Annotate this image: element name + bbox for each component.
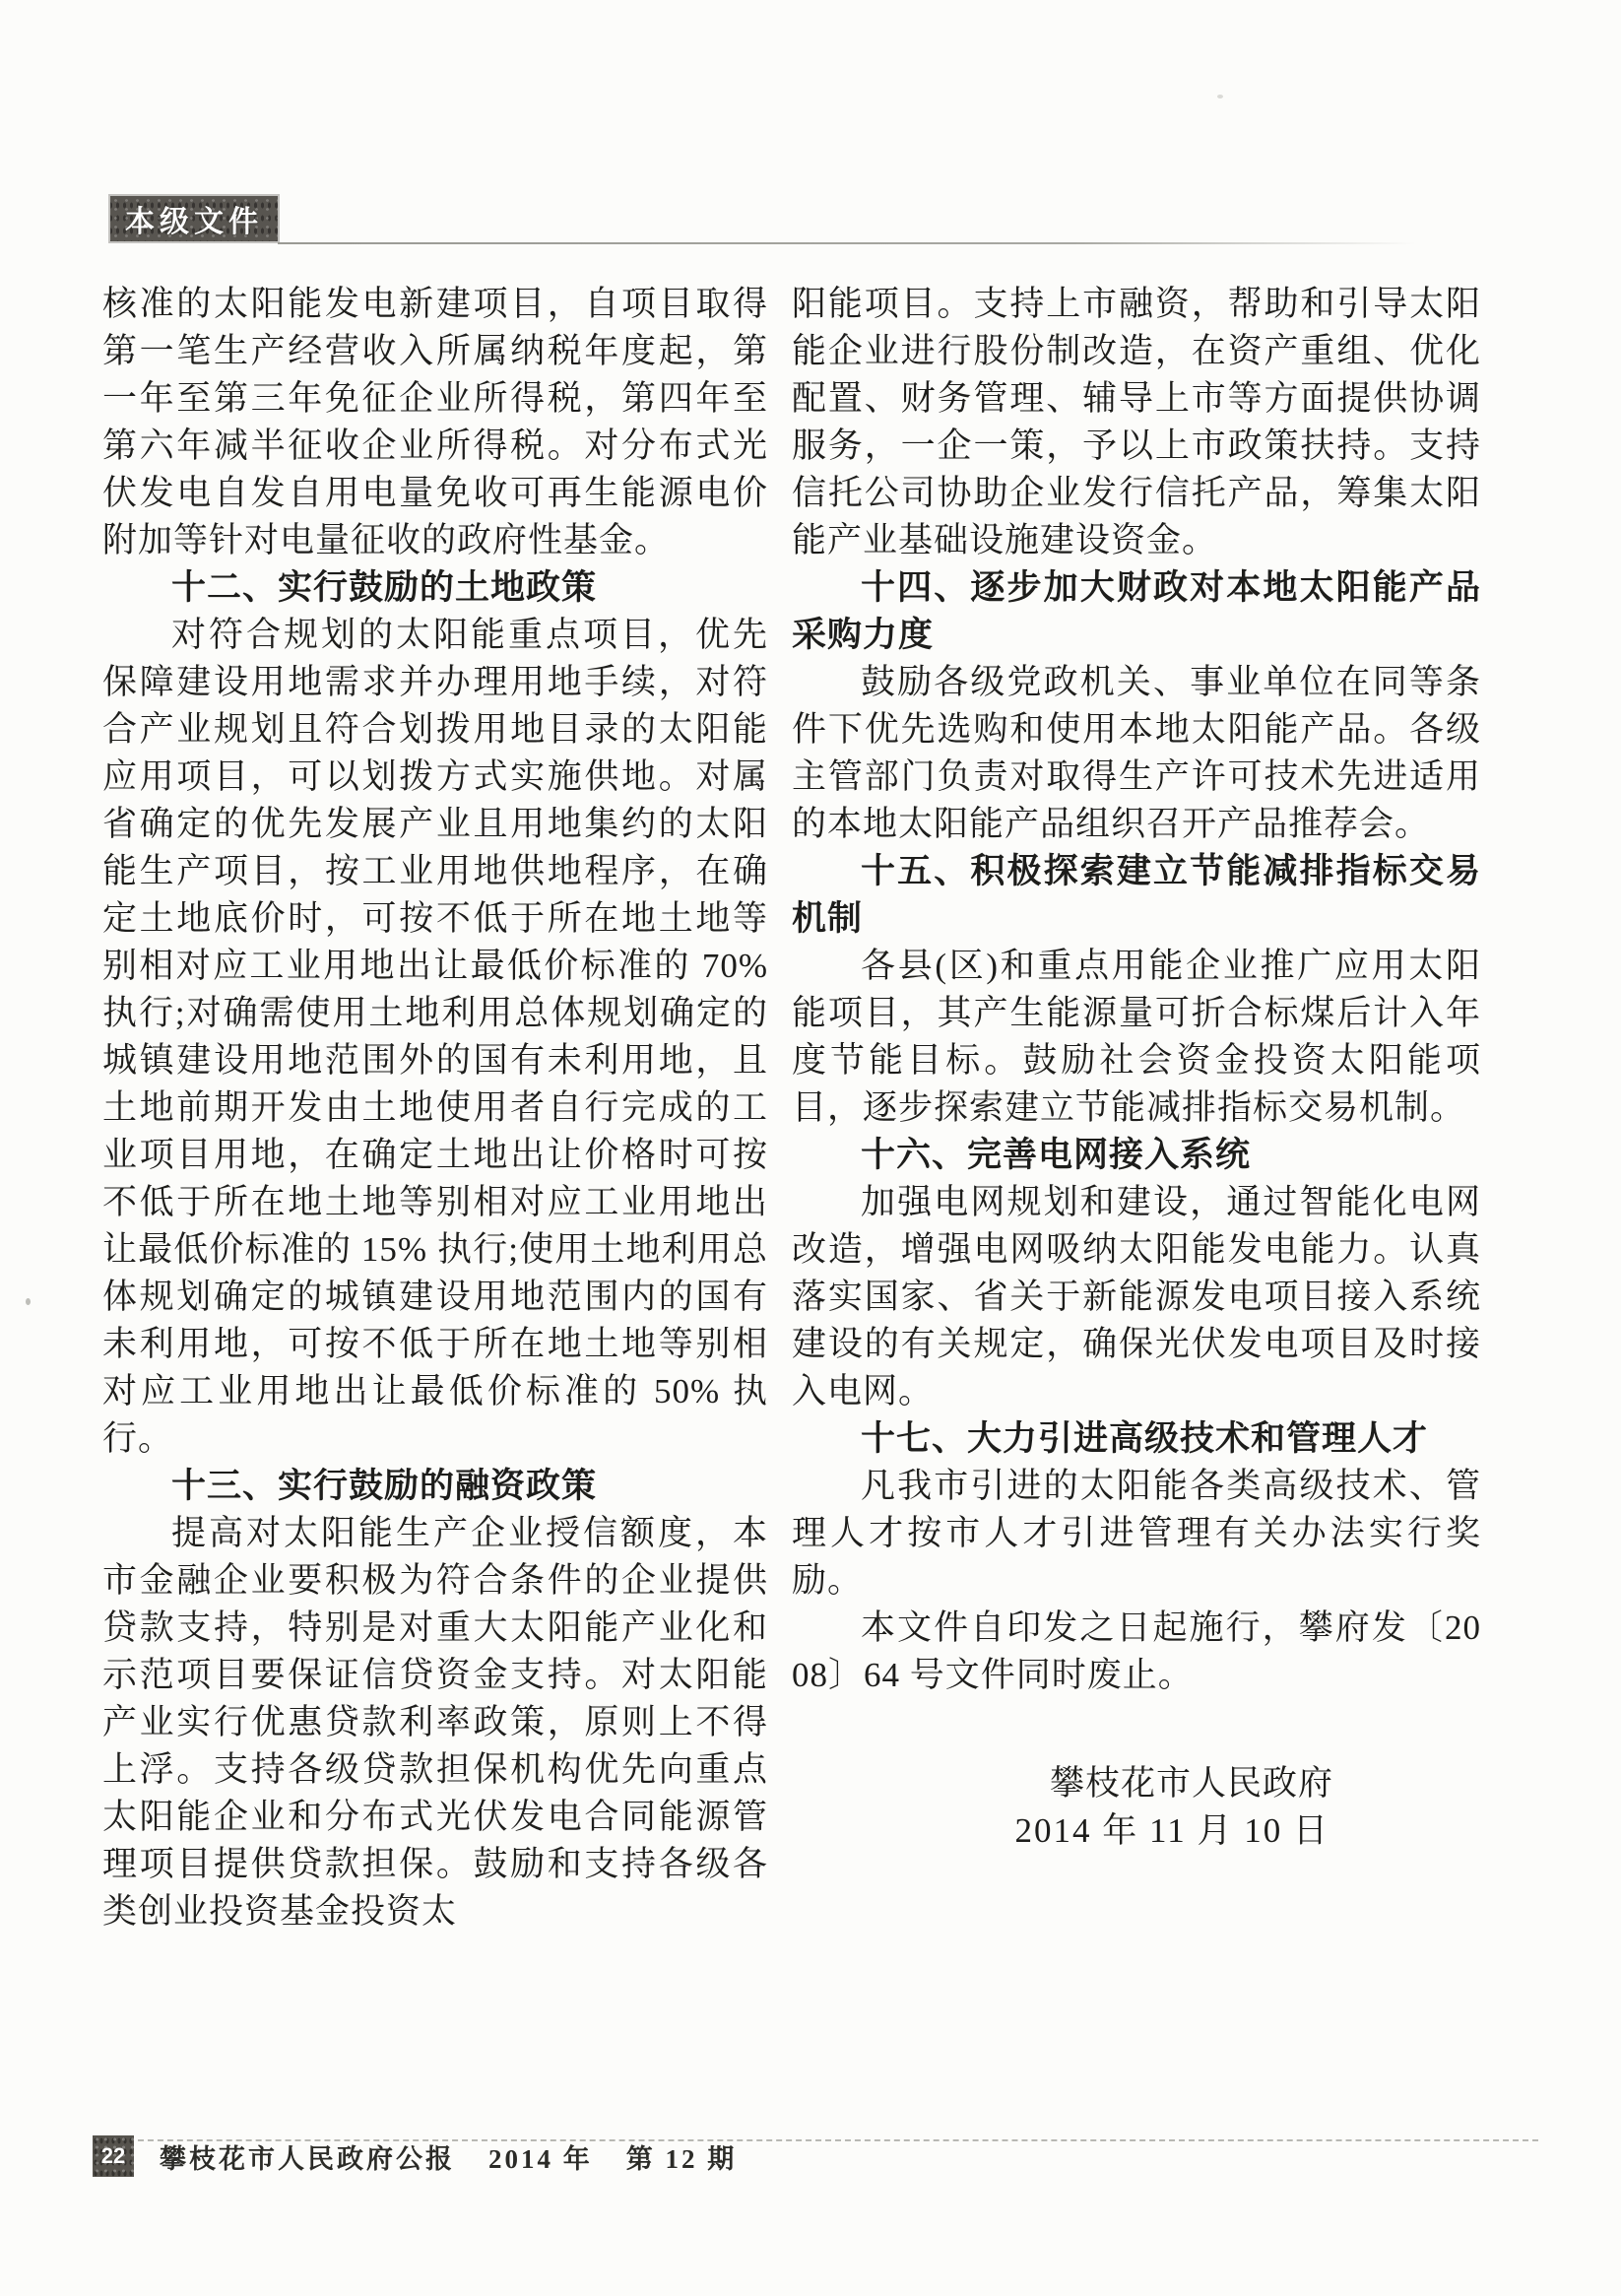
- section-heading-16: 十六、完善电网接入系统: [861, 1136, 1252, 1174]
- header-rule: [278, 242, 1416, 244]
- paragraph-continuation: 阳能项目。支持上市融资，帮助和引导太阳能企业进行股份制改造，在资产重组、优化配置、财务管理、辅导上市等方面提供协调服务，一企一策，予以上市政策扶持。支持信托公司协助企业发行信托产品，筹集太阳能产业基础设施建设资金。: [792, 285, 1481, 559]
- section-heading-14: 十四、逐步加大财政对本地太阳能产品采购力度: [792, 568, 1481, 654]
- paragraph: 提高对太阳能生产企业授信额度，本市金融企业要积极为符合条件的企业提供贷款支持，特别是对重大太阳能产业化和示范项目要保证信贷资金支持。对太阳能产业实行优惠贷款利率政策，原则上不得上浮。支持各级贷款担保机构优先向重点太阳能企业和分布式光伏发电合同能源管理项目提供贷款担保。鼓励和支持各级各类创业投资基金投资太: [102, 1514, 768, 1931]
- section-heading-12: 十二、实行鼓励的土地政策: [171, 568, 598, 607]
- section-banner: [110, 196, 278, 241]
- page-footer: [93, 2135, 737, 2177]
- signature-issuer: 攀枝花市人民政府: [1049, 1764, 1333, 1803]
- paragraph: 对符合规划的太阳能重点项目，优先保障建设用地需求并办理用地手续，对符合产业规划且符合划拨用地目录的太阳能应用项目，可以划拨方式实施供地。对属省确定的优先发展产业且用地集约的太阳能生产项目，按工业用地供地程序，在确定土地底价时，可按不低于所在地土地等别相对应工业用地出让最低价标准的 70% 执行;对确需使用土地利用总体规划确定的城镇建设用地范围外的国有未利用地，且土地前期开发由土地使用者自行完成的工业项目用地，在确定土地出让价格时可按不低于所在地土地等别相对应工业用地出让最低价标准的 15% 执行;使用土地利用总体规划确定的城镇建设用地范围内的国有未利用地，可按不低于所在地土地等别相对应工业用地出让最低价标准的 50% 执行。: [102, 616, 768, 1458]
- page-number-badge: 22: [93, 2135, 134, 2177]
- gazette-issue: 第 12 期: [625, 2143, 738, 2174]
- paragraph: 本文件自印发之日起施行，攀府发〔2008〕64 号文件同时废止。: [792, 1608, 1481, 1694]
- paragraph: 各县(区)和重点用能企业推广应用太阳能项目，其产生能源量可折合标煤后计入年度节能目标。鼓励社会资金投资太阳能项目，逐步探索建立节能减排指标交易机制。: [792, 947, 1481, 1127]
- right-column: [792, 281, 1481, 1855]
- signature-block: [792, 1760, 1481, 1855]
- paragraph: 凡我市引进的太阳能各类高级技术、管理人才按市人才引进管理有关办法实行奖励。: [792, 1467, 1481, 1600]
- section-heading-13: 十三、实行鼓励的融资政策: [171, 1467, 598, 1505]
- section-banner-label: 本级文件: [125, 206, 263, 238]
- scan-speck: [26, 1298, 31, 1305]
- left-column: [102, 281, 768, 1935]
- section-heading-17: 十七、大力引进高级技术和管理人才: [861, 1419, 1429, 1458]
- paragraph-continuation: 核准的太阳能发电新建项目，自项目取得第一笔生产经营收入所属纳税年度起，第一年至第三年免征企业所得税，第四年至第六年减半征收企业所得税。对分布式光伏发电自发自用电量免收可再生能源电价附加等针对电量征收的政府性基金。: [102, 285, 768, 559]
- gazette-year: 2014 年: [488, 2143, 593, 2174]
- paragraph: 鼓励各级党政机关、事业单位在同等条件下优先选购和使用本地太阳能产品。各级主管部门负责对取得生产许可技术先进适用的本地太阳能产品组织召开产品推荐会。: [792, 663, 1481, 843]
- signature-date: 2014 年 11 月 10 日: [1014, 1811, 1329, 1850]
- scan-speck: [1217, 95, 1223, 98]
- section-heading-15: 十五、积极探索建立节能减排指标交易机制: [792, 852, 1481, 938]
- gazette-title: 攀枝花市人民政府公报: [160, 2143, 455, 2174]
- paragraph: 加强电网规划和建设，通过智能化电网改造，增强电网吸纳太阳能发电能力。认真落实国家、省关于新能源发电项目接入系统建设的有关规定，确保光伏发电项目及时接入电网。: [792, 1183, 1481, 1410]
